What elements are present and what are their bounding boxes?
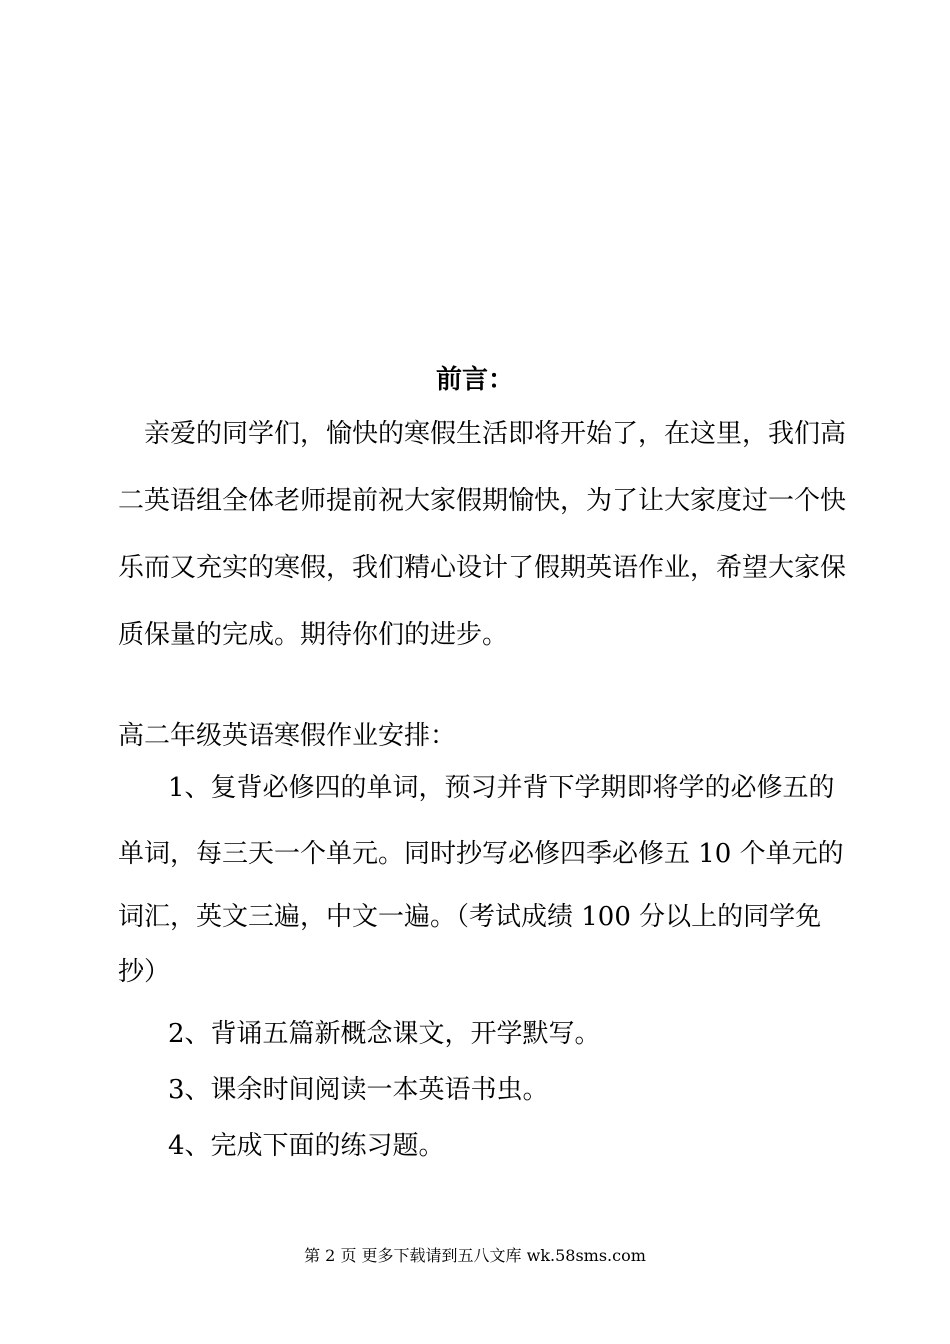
intro-paragraph bbox=[118, 412, 847, 680]
intro-line: 亲爱的同学们，愉快的寒假生活即将开始了，在这里，我们高 bbox=[144, 419, 847, 449]
item-1-line: 单词，每三天一个单元。同时抄写必修四季必修五 10 个单元的 bbox=[118, 839, 844, 869]
page-title: 前言： bbox=[435, 365, 514, 395]
item-3: 3、课余时间阅读一本英语书虫。 bbox=[168, 1075, 549, 1105]
item-1-line: 抄） bbox=[118, 957, 171, 987]
intro-line: 二英语组全体老师提前祝大家假期愉快，为了让大家度过一个快 bbox=[118, 486, 847, 516]
item-4: 4、完成下面的练习题。 bbox=[168, 1131, 445, 1161]
page-footer: 第 2 页 更多下载请到五八文库 wk.58sms.com bbox=[304, 1246, 646, 1265]
section-heading: 高二年级英语寒假作业安排： bbox=[118, 721, 457, 751]
item-1-line: 1、复背必修四的单词，预习并背下学期即将学的必修五的 bbox=[168, 773, 835, 803]
intro-line: 质保量的完成。期待你们的进步。 bbox=[118, 620, 509, 650]
item-2: 2、背诵五篇新概念课文，开学默写。 bbox=[168, 1019, 601, 1049]
intro-line: 乐而又充实的寒假，我们精心设计了假期英语作业，希望大家保 bbox=[118, 553, 847, 583]
item-1-line: 词汇，英文三遍，中文一遍。（考试成绩 100 分以上的同学免 bbox=[118, 902, 822, 932]
